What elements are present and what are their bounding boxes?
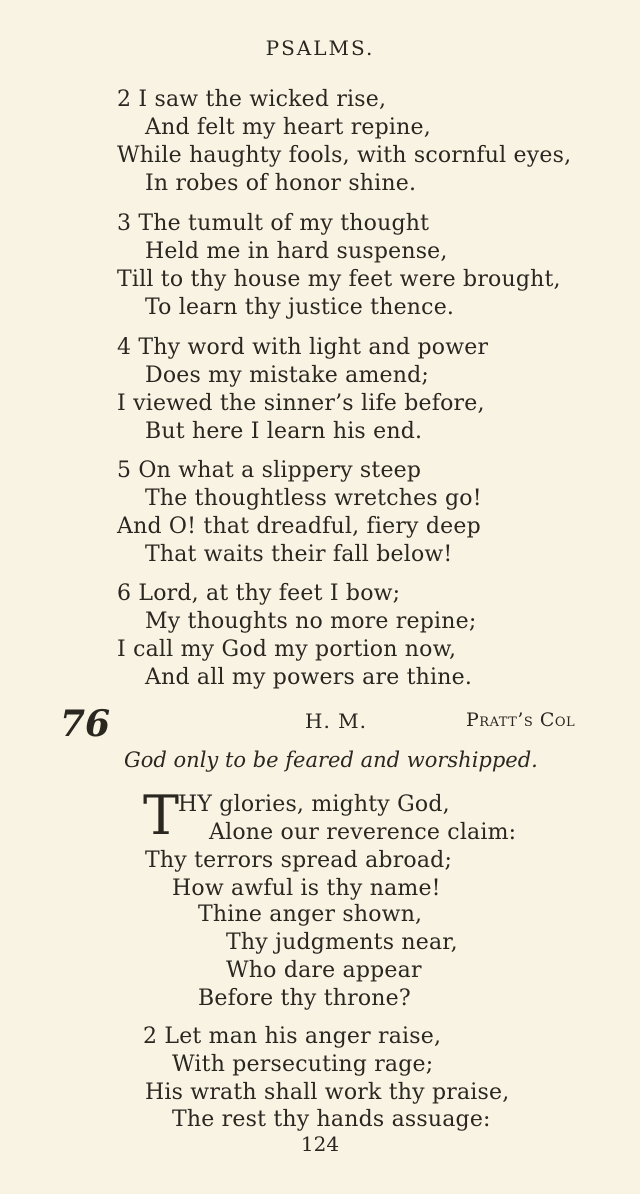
verse-4-line-4: But here I learn his end.: [145, 419, 423, 444]
hymn-verse-1-line-1: HY glories, mighty God,: [178, 792, 450, 817]
verse-5-line-1: 5 On what a slippery steep: [117, 458, 422, 483]
verse-3-line-1: 3 The tumult of my thought: [117, 211, 430, 236]
hymn-verse-2-line-3: His wrath shall work thy praise,: [145, 1080, 510, 1105]
verse-2-line-2: And felt my heart repine,: [145, 115, 431, 140]
verse-2-line-3: While haughty fools, with scornful eyes,: [117, 143, 572, 168]
hymn-subtitle: God only to be feared and worshipped.: [124, 748, 538, 772]
verse-6-line-1: 6 Lord, at thy feet I bow;: [117, 581, 401, 606]
hymn-attribution: Pratt’s Col: [466, 709, 576, 731]
hymn-verse-2-line-4: The rest thy hands assuage:: [172, 1107, 491, 1132]
verse-3-line-3: Till to thy house my feet were brought,: [117, 267, 561, 292]
hymn-verse-1-line-3: Thy terrors spread abroad;: [145, 848, 453, 873]
hymn-verse-1-line-8: Before thy throne?: [198, 986, 411, 1011]
hymn-meter: H. M.: [305, 709, 367, 733]
drop-cap: T: [143, 784, 180, 847]
hymn-verse-1-line-7: Who dare appear: [226, 958, 422, 983]
verse-6-line-3: I call my God my portion now,: [117, 637, 457, 662]
running-header: PSALMS.: [265, 36, 375, 60]
page-number: 124: [300, 1132, 340, 1156]
verse-2-line-1: 2 I saw the wicked rise,: [117, 87, 387, 112]
verse-2-line-4: In robes of honor shine.: [145, 171, 417, 196]
hymn-verse-2-line-1: 2 Let man his anger raise,: [143, 1024, 442, 1049]
verse-5-line-4: That waits their fall below!: [145, 542, 453, 567]
verse-3-line-4: To learn thy justice thence.: [145, 295, 455, 320]
verse-4-line-1: 4 Thy word with light and power: [117, 335, 489, 360]
verse-4-line-3: I viewed the sinner’s life before,: [117, 391, 485, 416]
verse-5-line-3: And O! that dreadful, fiery deep: [117, 514, 481, 539]
hymn-verse-1-line-6: Thy judgments near,: [226, 930, 458, 955]
verse-5-line-2: The thoughtless wretches go!: [145, 486, 482, 511]
hymn-verse-1-line-2: Alone our reverence claim:: [209, 820, 517, 845]
hymn-number: 76: [60, 703, 111, 745]
hymn-verse-2-line-2: With persecuting rage;: [172, 1052, 434, 1077]
hymn-verse-1-line-4: How awful is thy name!: [172, 876, 441, 901]
verse-4-line-2: Does my mistake amend;: [145, 363, 430, 388]
verse-3-line-2: Held me in hard suspense,: [145, 239, 448, 264]
verse-6-line-2: My thoughts no more repine;: [145, 609, 477, 634]
verse-6-line-4: And all my powers are thine.: [145, 665, 473, 690]
hymn-verse-1-line-5: Thine anger shown,: [198, 902, 423, 927]
